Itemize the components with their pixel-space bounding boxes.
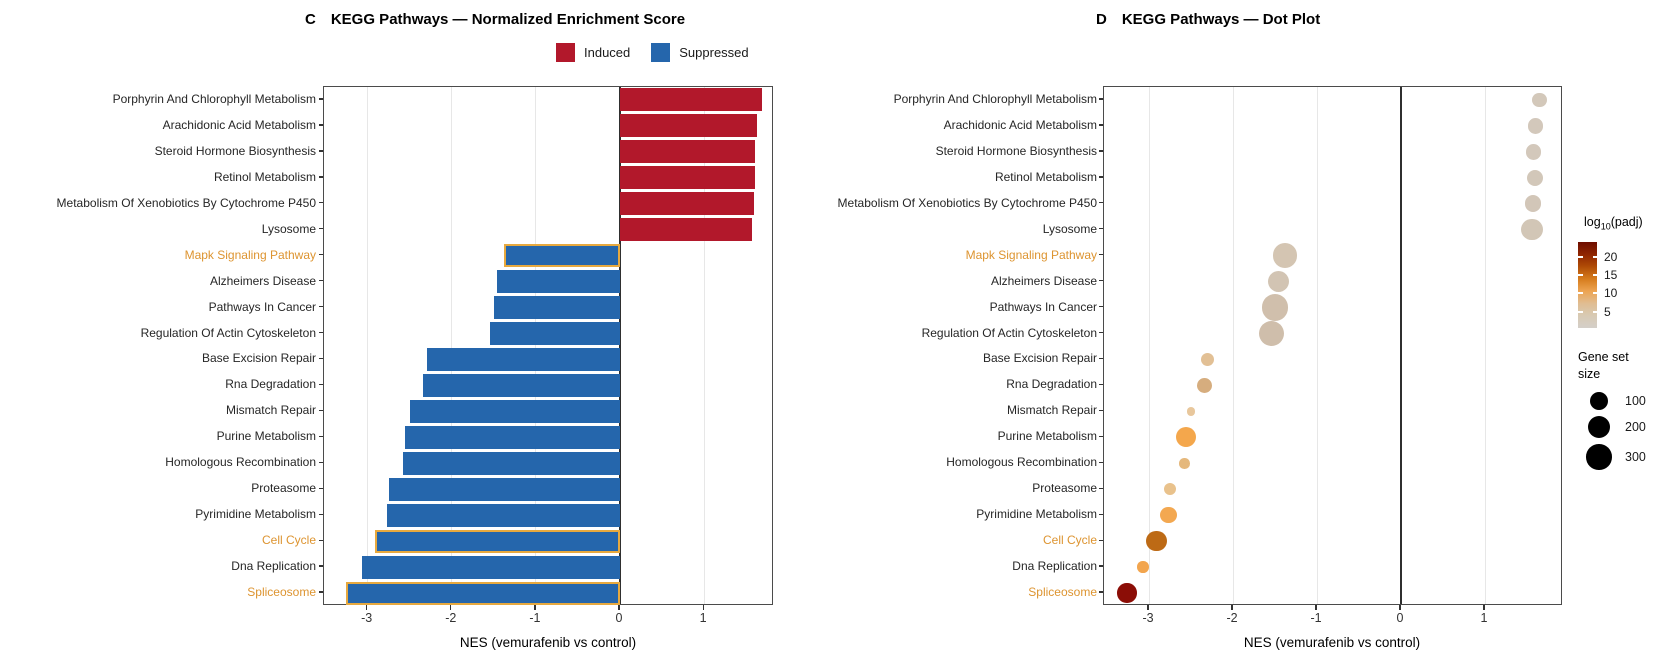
gridline-x--2 xyxy=(1233,87,1234,604)
y-tick-mark xyxy=(319,358,323,359)
size-legend-label: 100 xyxy=(1625,394,1646,408)
y-axis-label: Alzheimers Disease xyxy=(209,273,316,288)
colorbar-tick-mark xyxy=(1593,274,1598,276)
suppressed-bar xyxy=(375,530,620,553)
panel-d-plot-area xyxy=(1103,86,1562,605)
induced-legend-swatch xyxy=(556,43,575,62)
induced-bar xyxy=(620,140,755,163)
x-tick-label--2: -2 xyxy=(445,611,457,625)
y-tick-mark xyxy=(1099,332,1103,333)
y-axis-label: Mapk Signaling Pathway xyxy=(965,247,1097,262)
y-tick-mark xyxy=(319,98,323,99)
panel-c-label: C xyxy=(305,11,316,28)
y-tick-mark xyxy=(1099,280,1103,281)
y-tick-mark xyxy=(1099,202,1103,203)
gene-set-size-legend-title xyxy=(1578,349,1629,383)
dot xyxy=(1528,118,1543,133)
y-tick-mark xyxy=(319,514,323,515)
x-tick-mark--2 xyxy=(1231,605,1232,610)
dot xyxy=(1197,378,1212,393)
size-legend-label: 200 xyxy=(1625,420,1646,434)
suppressed-bar xyxy=(410,400,620,423)
suppressed-bar xyxy=(403,452,620,475)
gridline-x-1 xyxy=(704,87,705,604)
colorbar-tick-label: 15 xyxy=(1604,268,1618,282)
induced-bar xyxy=(620,192,754,215)
y-axis-label: Dna Replication xyxy=(231,559,316,574)
y-tick-mark xyxy=(319,565,323,566)
y-axis-label: Regulation Of Actin Cytoskeleton xyxy=(921,325,1097,340)
y-tick-mark xyxy=(319,150,323,151)
y-axis-label: Metabolism Of Xenobiotics By Cytochrome P450 xyxy=(837,195,1097,210)
y-axis-label: Retinol Metabolism xyxy=(213,169,316,184)
x-tick-label--2: -2 xyxy=(1226,611,1238,625)
y-axis-label: Spliceosome xyxy=(1028,585,1097,600)
colorbar-tick-mark xyxy=(1593,311,1598,313)
y-axis-label: Proteasome xyxy=(1032,481,1097,496)
x-tick-label-1: 1 xyxy=(699,611,707,625)
y-axis-label: Purine Metabolism xyxy=(216,429,316,444)
dot xyxy=(1187,407,1196,416)
y-tick-mark xyxy=(319,384,323,385)
gridline-x-1 xyxy=(1485,87,1486,604)
y-tick-mark xyxy=(1099,124,1103,125)
y-tick-mark xyxy=(319,202,323,203)
y-tick-mark xyxy=(1099,228,1103,229)
y-axis-label: Pathways In Cancer xyxy=(208,299,316,314)
y-axis-label: Rna Degradation xyxy=(225,377,316,392)
y-axis-label: Base Excision Repair xyxy=(982,351,1097,366)
dot xyxy=(1526,144,1541,159)
induced-bar xyxy=(620,218,752,241)
dot xyxy=(1532,93,1547,108)
y-tick-mark xyxy=(1099,488,1103,489)
y-axis-label: Retinol Metabolism xyxy=(994,169,1097,184)
suppressed-bar xyxy=(504,244,620,267)
dot xyxy=(1164,483,1176,495)
y-axis-label: Pathways In Cancer xyxy=(989,299,1097,314)
suppressed-bar xyxy=(387,504,620,527)
y-tick-mark xyxy=(319,124,323,125)
y-axis-label: Arachidonic Acid Metabolism xyxy=(943,117,1097,132)
y-axis-label: Arachidonic Acid Metabolism xyxy=(162,117,316,132)
dot xyxy=(1268,271,1289,292)
x-tick-label--3: -3 xyxy=(1142,611,1154,625)
x-tick-mark--2 xyxy=(450,605,451,610)
y-tick-mark xyxy=(319,410,323,411)
x-tick-mark--1 xyxy=(1315,605,1316,610)
colorbar-tick-label: 20 xyxy=(1604,250,1618,264)
y-axis-label: Porphyrin And Chlorophyll Metabolism xyxy=(112,91,316,106)
x-tick-mark-0 xyxy=(618,605,619,610)
y-axis-label: Cell Cycle xyxy=(1042,533,1097,548)
zero-reference-line xyxy=(1400,87,1402,604)
y-tick-mark xyxy=(319,488,323,489)
y-axis-label: Rna Degradation xyxy=(1006,377,1097,392)
suppressed-bar xyxy=(405,426,620,449)
size-legend-circle-200 xyxy=(1588,416,1610,438)
dot xyxy=(1146,531,1167,552)
suppressed-bar xyxy=(362,556,620,579)
x-tick-label--1: -1 xyxy=(529,611,541,625)
dot xyxy=(1259,321,1284,346)
x-tick-label--1: -1 xyxy=(1310,611,1322,625)
gene-set-size-title-line1: Gene set xyxy=(1578,350,1629,364)
x-tick-mark-1 xyxy=(1483,605,1484,610)
suppressed-bar xyxy=(494,296,620,319)
y-tick-mark xyxy=(319,254,323,255)
panel-c-title-text: KEGG Pathways — Normalized Enrichment Score xyxy=(330,11,686,28)
padj-colorbar xyxy=(1578,242,1597,328)
y-tick-mark xyxy=(1099,358,1103,359)
x-tick-mark--3 xyxy=(366,605,367,610)
y-axis-label: Lysosome xyxy=(261,221,316,236)
size-legend-label: 300 xyxy=(1625,450,1646,464)
y-tick-mark xyxy=(1099,565,1103,566)
y-axis-label: Spliceosome xyxy=(247,585,316,600)
suppressed-bar xyxy=(497,270,620,293)
size-legend-circle-100 xyxy=(1590,392,1608,410)
y-axis-label: Regulation Of Actin Cytoskeleton xyxy=(140,325,316,340)
y-axis-label: Dna Replication xyxy=(1012,559,1097,574)
induced-bar xyxy=(620,88,762,111)
induced-legend-label: Induced xyxy=(584,45,631,60)
x-tick-label-0: 0 xyxy=(1396,611,1404,625)
y-axis-label: Steroid Hormone Biosynthesis xyxy=(154,143,316,158)
suppressed-bar xyxy=(346,582,620,605)
colorbar-tick-mark xyxy=(1578,274,1583,276)
suppressed-bar xyxy=(490,322,620,345)
y-tick-mark xyxy=(1099,98,1103,99)
y-tick-mark xyxy=(1099,150,1103,151)
x-tick-label-1: 1 xyxy=(1480,611,1488,625)
y-axis-label: Proteasome xyxy=(251,481,316,496)
induced-bar xyxy=(620,166,755,189)
dot xyxy=(1160,507,1177,524)
x-tick-mark-0 xyxy=(1399,605,1400,610)
gridline-x--1 xyxy=(1317,87,1318,604)
colorbar-tick-mark xyxy=(1578,311,1583,313)
dot xyxy=(1117,583,1136,602)
suppressed-legend-label: Suppressed xyxy=(679,45,749,60)
suppressed-bar xyxy=(423,374,620,397)
dot xyxy=(1137,561,1148,572)
gene-set-size-title-line2: size xyxy=(1578,367,1601,381)
y-tick-mark xyxy=(1099,176,1103,177)
y-tick-mark xyxy=(1099,514,1103,515)
y-axis-label: Metabolism Of Xenobiotics By Cytochrome P450 xyxy=(56,195,316,210)
y-tick-mark xyxy=(319,306,323,307)
y-tick-mark xyxy=(319,176,323,177)
dot xyxy=(1176,427,1196,447)
size-legend-circle-300 xyxy=(1586,444,1611,469)
y-axis-label: Purine Metabolism xyxy=(997,429,1097,444)
y-tick-mark xyxy=(319,280,323,281)
y-tick-mark xyxy=(1099,591,1103,592)
y-axis-label: Mismatch Repair xyxy=(1006,403,1097,418)
y-tick-mark xyxy=(1099,410,1103,411)
gridline-x--3 xyxy=(1149,87,1150,604)
panel-c-plot-area xyxy=(323,86,773,605)
panel-c-title xyxy=(305,11,685,28)
x-tick-mark--3 xyxy=(1147,605,1148,610)
y-tick-mark xyxy=(319,332,323,333)
colorbar-tick-mark xyxy=(1578,292,1583,294)
dot xyxy=(1262,294,1289,321)
dot xyxy=(1201,353,1214,366)
padj-legend-title-pre: log xyxy=(1584,215,1601,229)
y-axis-label: Mismatch Repair xyxy=(225,403,316,418)
colorbar-tick-mark xyxy=(1593,292,1598,294)
panel-c-x-axis-title: NES (vemurafenib vs control) xyxy=(459,635,637,650)
y-tick-mark xyxy=(1099,254,1103,255)
colorbar-tick-mark xyxy=(1593,256,1598,258)
colorbar-tick-label: 10 xyxy=(1604,286,1618,300)
y-axis-label: Pyrimidine Metabolism xyxy=(195,507,316,522)
y-tick-mark xyxy=(319,591,323,592)
dot xyxy=(1273,243,1298,268)
y-axis-label: Homologous Recombination xyxy=(165,455,316,470)
y-tick-mark xyxy=(319,462,323,463)
y-tick-mark xyxy=(319,540,323,541)
padj-legend-title-post: (padj) xyxy=(1610,215,1643,229)
y-axis-label: Mapk Signaling Pathway xyxy=(184,247,316,262)
dot xyxy=(1527,170,1543,186)
suppressed-bar xyxy=(389,478,620,501)
y-tick-mark xyxy=(1099,384,1103,385)
panel-d-x-axis-title: NES (vemurafenib vs control) xyxy=(1243,635,1421,650)
y-tick-mark xyxy=(319,228,323,229)
induced-bar xyxy=(620,114,757,137)
y-tick-mark xyxy=(1099,540,1103,541)
gridline-x--3 xyxy=(367,87,368,604)
y-axis-label: Alzheimers Disease xyxy=(990,273,1097,288)
y-axis-label: Cell Cycle xyxy=(261,533,316,548)
colorbar-tick-label: 5 xyxy=(1604,305,1611,319)
x-tick-label-0: 0 xyxy=(615,611,623,625)
dot xyxy=(1521,219,1542,240)
suppressed-legend-swatch xyxy=(651,43,670,62)
colorbar-tick-mark xyxy=(1578,256,1583,258)
x-tick-mark-1 xyxy=(703,605,704,610)
padj-legend-title-sub: 10 xyxy=(1600,221,1611,232)
panel-d-title-text: KEGG Pathways — Dot Plot xyxy=(1121,11,1321,28)
y-tick-mark xyxy=(1099,462,1103,463)
panel-d-title xyxy=(1096,11,1320,28)
y-axis-label: Homologous Recombination xyxy=(946,455,1097,470)
y-axis-label: Pyrimidine Metabolism xyxy=(976,507,1097,522)
y-tick-mark xyxy=(319,436,323,437)
x-tick-mark--1 xyxy=(534,605,535,610)
panel-d-label: D xyxy=(1096,11,1107,28)
padj-legend-title xyxy=(1584,214,1643,236)
y-axis-label: Steroid Hormone Biosynthesis xyxy=(935,143,1097,158)
y-tick-mark xyxy=(1099,306,1103,307)
suppressed-bar xyxy=(427,348,620,371)
y-tick-mark xyxy=(1099,436,1103,437)
dot xyxy=(1179,458,1190,469)
x-tick-label--3: -3 xyxy=(361,611,373,625)
dot xyxy=(1525,195,1542,212)
y-axis-label: Base Excision Repair xyxy=(201,351,316,366)
y-axis-label: Porphyrin And Chlorophyll Metabolism xyxy=(893,91,1097,106)
bar-direction-legend xyxy=(556,43,749,62)
y-axis-label: Lysosome xyxy=(1042,221,1097,236)
